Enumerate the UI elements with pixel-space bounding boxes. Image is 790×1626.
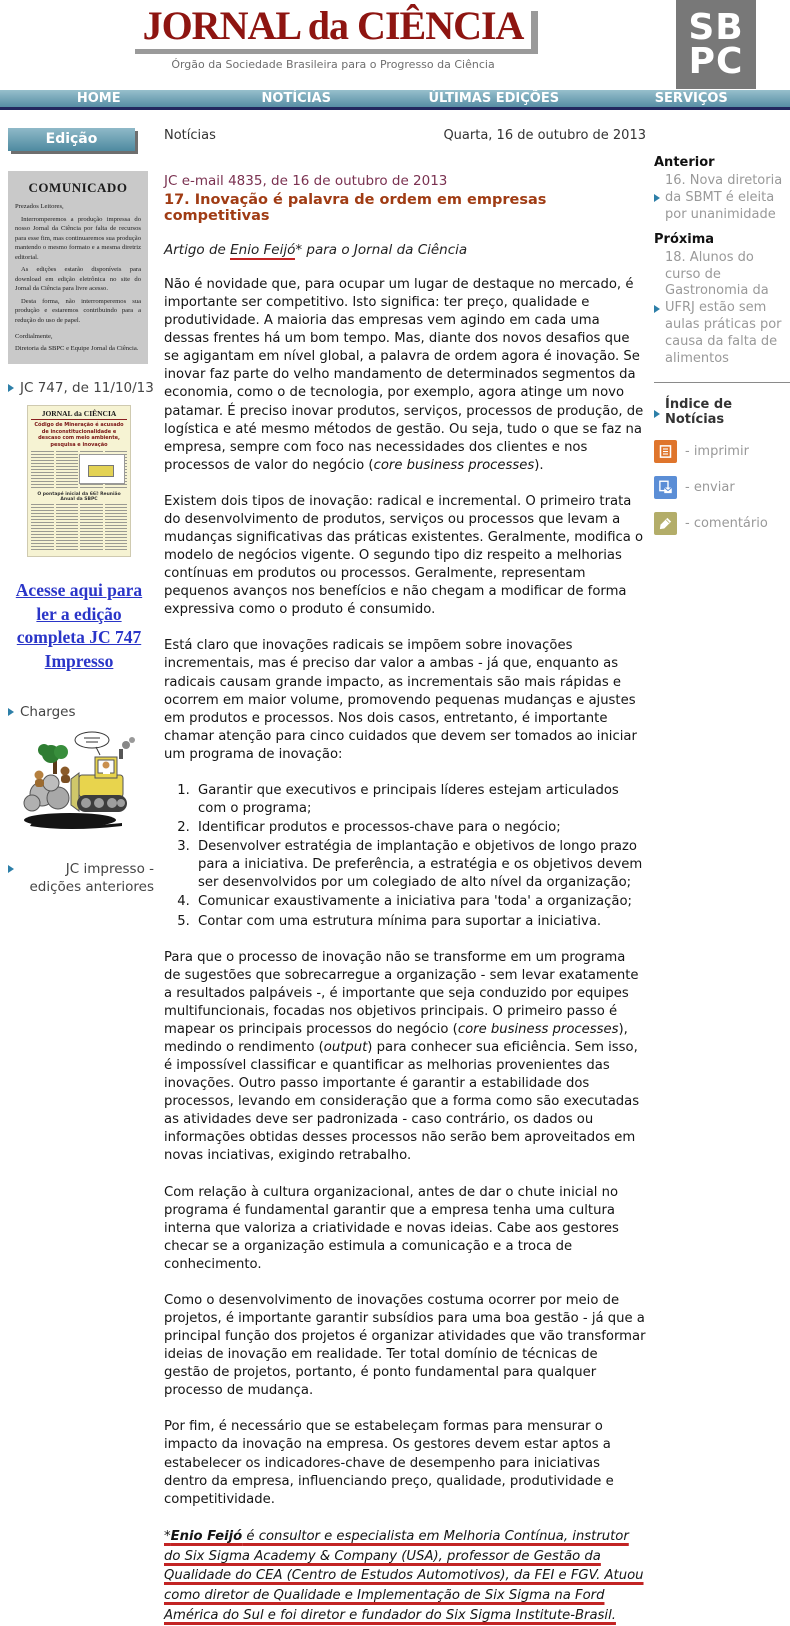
article-kicker: JC e-mail 4835, de 16 de outubro de 2013 (164, 173, 646, 189)
charges-cartoon[interactable] (18, 731, 140, 835)
main-nav (0, 90, 790, 110)
thumbnail-masthead: JORNAL da CIÊNCIA (31, 409, 127, 418)
logo (118, 6, 548, 71)
list-item: 2. Identificar produtos e processos-chave para o negócio; (194, 819, 646, 837)
send-action[interactable] (654, 476, 790, 499)
sidebar-item-charges[interactable] (8, 704, 154, 722)
proxima-link-label: 18. Alunos do curso de Gastronomia da UFRJ estão sem aulas práticas por causa da falta de alimentos (665, 250, 790, 368)
comunicado-closing: Cordialmente, (15, 332, 141, 342)
logo-title: JORNAL da CIÊNCIA (135, 6, 532, 54)
sidebar-item-jc-impresso-anteriores[interactable] (8, 861, 154, 896)
bullet-arrow-icon (8, 865, 14, 873)
list-item: 3. Desenvolver estratégia de implantação e objetivos de longo prazo para a iniciativa. De preferência, a estratégia e os objetivos devem ser desenvolvidos por um colegiado de alto nível da organização; (194, 838, 646, 892)
comunicado-paragraph: As edições estarão disponíveis para download em edição eletrônica no site do Jornal da Ciência para livre acesso. (15, 265, 141, 294)
anterior-label: Anterior (654, 155, 790, 170)
thumbnail-subheadline: O pontapé inicial da 66ª Reunião Anual da SBPC (31, 492, 127, 502)
comunicado-paragraph: Desta forma, não interromperemos sua produção e estaremos contribuindo para a redução do uso de papel. (15, 297, 141, 326)
pencil-icon (654, 512, 677, 535)
article-paragraph: Para que o processo de inovação não se transforme em um programa de sugestões que sobrecarregue a organização - sem levar exatamente a resultados palpáveis -, é importante que seja conduzido por equipes multifuncionais, focadas nos objetivos principais. O primeiro passo é mapear os principais processos do negócio (core business processes), medindo o rendimento (output) para conhecer sua eficiência. Sem isso, é impossível classificar e quantificar as melhorias provenientes das inovações. Outro passo importante é garantir a estabilidade dos processos, levando em consideração que a forma como são executadas as atividades deve ser padronizada - caso contrário, os dados ou informações obtidas desses processos não serão bem aproveitados em novas inciativas, exigindo retrabalho. (164, 949, 646, 1166)
article-paragraph: Por fim, é necessário que se estabeleçam formas para mensurar o impacto da inovação na empresa. Os gestores devem estar aptos a estabelecer os indicadores-chave de desempenho para iniciativas dentro da empresa, influenciando preço, qualidade, produtividade e competitividade. (164, 1418, 646, 1508)
thumbnail-text-columns (31, 504, 127, 550)
list-item: 1. Garantir que executivos e principais líderes estejam articulados com o programa; (194, 782, 646, 818)
nav-item-home[interactable]: HOME (0, 91, 198, 106)
bullet-arrow-icon (8, 384, 14, 392)
article-title: 17. Inovação é palavra de ordem em empresas competitivas (164, 192, 646, 224)
list-item: 4. Comunicar exaustivamente a iniciativa para 'toda' a organização; (194, 893, 646, 911)
indice-link-label: Índice de Notícias (665, 397, 790, 427)
print-action-label: - imprimir (685, 444, 749, 459)
article-paragraph: Como o desenvolvimento de inovações costuma ocorrer por meio de projetos, é importante garantir subsídios para uma boa gestão - já que a principal função dos projetos é organizar atividades que vão transformar ideias de inovação em realidade. Ter total domínio de técnicas de gestão de projetos, portanto, é ponto fundamental para qualquer processo de mudança. (164, 1292, 646, 1400)
site-header (0, 0, 790, 90)
proxima-label: Próxima (654, 232, 790, 247)
article-paragraph: Existem dois tipos de inovação: radical e incremental. O primeiro trata do desenvolvimento de produtos, serviços ou processos que levam a mudanças significativas das práticas existentes. Geralmente, modifica o modelo de negócios vigente. O segundo tipo diz respeito a melhorias contínuas em produtos ou processos. Geralmente, representam pequenos avanços nos benefícios e não chegam a modificar de forma expressiva como o produto é consumido. (164, 493, 646, 620)
comunicado-signature: Diretoria da SBPC e Equipe Jornal da Ciência. (15, 344, 141, 354)
bullet-arrow-icon (654, 194, 660, 202)
anterior-article-link[interactable] (654, 173, 790, 224)
sbpc-logo-line1: SB (688, 11, 743, 44)
print-action[interactable] (654, 440, 790, 463)
printer-icon (654, 440, 677, 463)
section-label: Notícias (164, 128, 216, 143)
article-numbered-list (194, 782, 646, 931)
indice-de-noticias-link[interactable] (654, 397, 790, 427)
anterior-link-label: 16. Nova diretoria da SBMT é eleita por unanimidade (665, 173, 790, 224)
comunicado-salutation: Prezados Leitores, (15, 202, 141, 212)
envelope-icon (654, 476, 677, 499)
left-sidebar (0, 128, 158, 896)
comunicado-title: COMUNICADO (15, 180, 141, 196)
thumbnail-cartoon (79, 454, 125, 484)
jc-impresso-link-label: JC impresso - edições anteriores (20, 861, 154, 896)
charges-link-label: Charges (20, 704, 75, 722)
article-byline: Artigo de Enio Feijó* para o Jornal da Ciência (164, 242, 646, 258)
page-date: Quarta, 16 de outubro de 2013 (443, 128, 646, 143)
bullet-arrow-icon (654, 305, 660, 313)
article-column (164, 128, 646, 1626)
jc747-link-label: JC 747, de 11/10/13 (20, 380, 154, 398)
comunicado-notice (8, 171, 148, 364)
bullet-arrow-icon (8, 708, 14, 716)
edicao-impressa-button[interactable]: Edição impressa (8, 128, 135, 151)
comunicado-paragraph: Interromperemos a produção impressa do nosso Jornal da Ciência por falta de recursos para esse fim, mas continuaremos sua produção mantendo o mesmo formato e a mesma diretriz editorial. (15, 215, 141, 263)
sidebar-item-jc747[interactable] (8, 380, 154, 398)
proxima-article-link[interactable] (654, 250, 790, 368)
acesse-edicao-completa-link[interactable]: Acesse aqui para ler a edição completa JC 747 Impresso (6, 579, 152, 674)
nav-item-noticias[interactable]: NOTÍCIAS (198, 91, 396, 106)
article-paragraph: Com relação à cultura organizacional, antes de dar o chute inicial no programa é fundamental garantir que a empresa tenha uma cultura interna que valoriza a criatividade e novas ideias. Cabe aos gestores checar se a organização estimula a comunicação e a troca de conhecimento. (164, 1184, 646, 1274)
sbpc-logo-line2: PC (689, 45, 744, 78)
nav-item-ultimas-edicoes[interactable]: ÚLTIMAS EDIÇÕES (395, 91, 593, 106)
bullet-arrow-icon (654, 410, 660, 418)
thumbnail-headline: Código de Mineração é acusado de inconstitucionalidade e descaso com meio ambiente, pesquisa e inovação (31, 422, 127, 448)
comment-action-label: - comentário (685, 516, 768, 531)
nav-item-servicos[interactable]: SERVIÇOS (593, 91, 790, 106)
send-action-label: - enviar (685, 480, 735, 495)
comment-action[interactable] (654, 512, 790, 535)
article-paragraph: Não é novidade que, para ocupar um lugar de destaque no mercado, é importante ser competitivo. Isto significa: ter preço, qualidade e produtividade. A maioria das empresas vem agindo em cada uma dessas frentes há um bom tempo. Mas, diante dos novos desafios que se agigantam em nível global, a palavra de ordem agora é inovação. Se inovar faz parte do velho mandamento de determinados segmentos da economia, como o de tecnologia, por exemplo, agora atinge um novo patamar. É preciso inovar produtos, serviços, processos de produção, de logística e até mesmo métodos de gestão. Ou seja, tudo o que se faz na empresa, sempre com foco nas necessidades dos clientes e nos processos de valor do negócio (core business processes). (164, 276, 646, 475)
right-sidebar (654, 128, 790, 535)
sbpc-logo (676, 0, 756, 89)
thumbnail-rule (31, 419, 127, 420)
divider (654, 382, 790, 383)
bulldozer-cartoon-illustration (18, 731, 140, 831)
article-paragraph: Está claro que inovações radicais se impõem sobre inovações incrementais, mas é preciso dar valor a ambas - já que, enquanto as radicais causam grande impacto, as incrementais são mais rápidas e ocorrem em maior volume, promovendo pequenas mudanças e ajustes em produtos e processos. Nos dois casos, entretanto, é importante chamar atenção para cinco cuidados que devem ser tomados ao iniciar um programa de inovação: (164, 637, 646, 764)
author-bio: *Enio Feijó é consultor e especialista em Melhoria Contínua, instrutor do Six Sigma Academy & Company (USA), professor de Gestão da Qualidade do CEA (Centro de Estudos Automotivos), da FEI e FGV. Atuou como diretor de Qualidade e Implementação de Six Sigma na Ford América do Sul e foi diretor e fundador do Six Sigma Institute-Brasil. (164, 1527, 646, 1626)
logo-subtitle: Órgão da Sociedade Brasileira para o Progresso da Ciência (118, 58, 548, 71)
jc747-newspaper-thumbnail[interactable] (27, 405, 131, 557)
list-item: 5. Contar com uma estrutura mínima para suportar a iniciativa. (194, 913, 646, 931)
